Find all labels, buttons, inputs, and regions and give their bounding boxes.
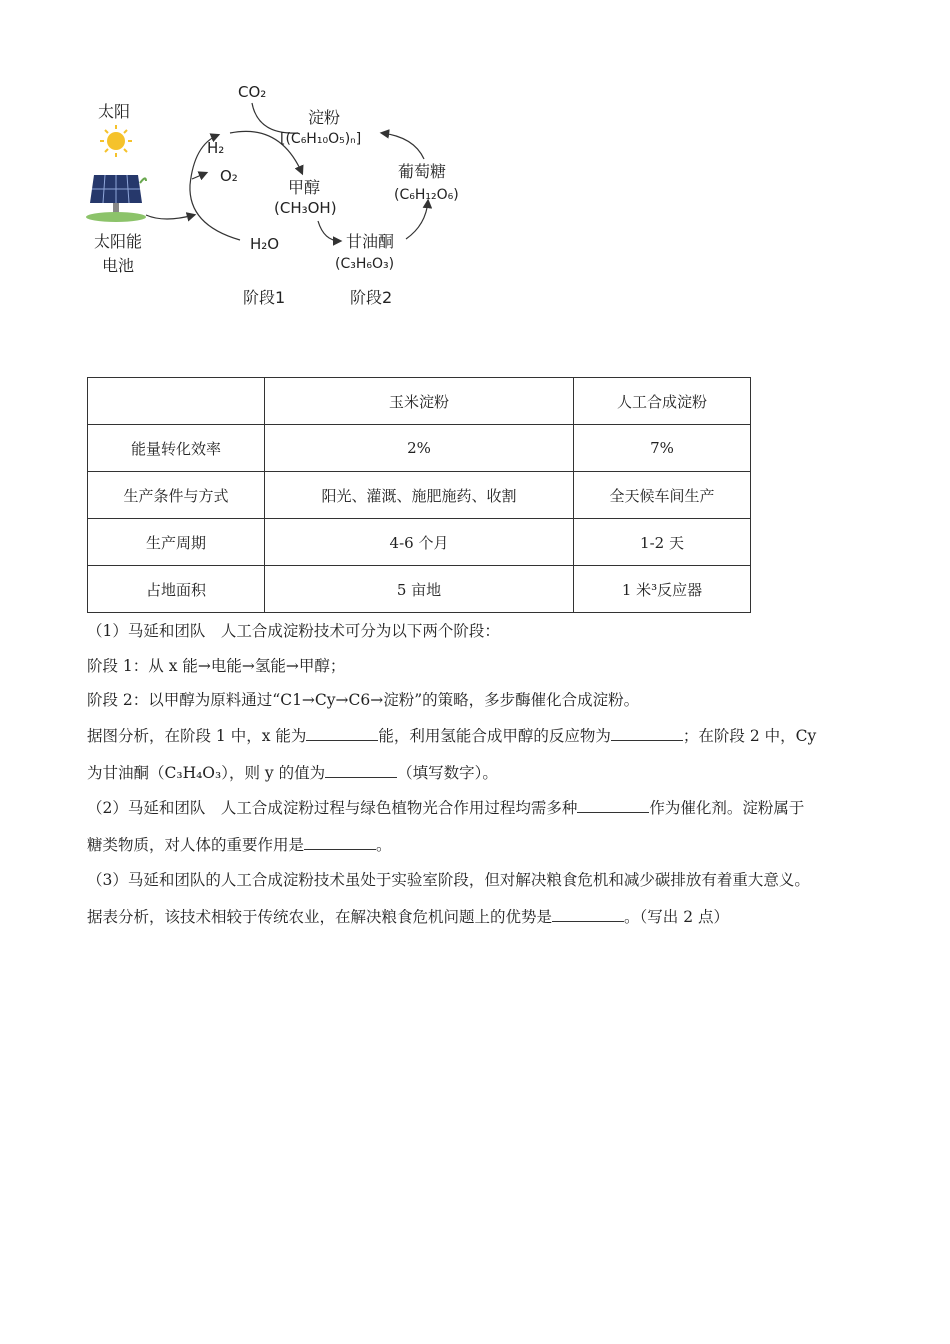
h2o-label: H₂O: [250, 235, 280, 253]
sun-icon: [100, 125, 132, 157]
answer-blank[interactable]: [325, 763, 397, 778]
table-header-cell: [88, 378, 265, 425]
answer-blank[interactable]: [306, 726, 378, 741]
question-3-line-1: （3）马延和团队的人工合成淀粉技术虽处于实验室阶段，但对解决粮食危机和减少碳排放有着重大意义。: [87, 871, 810, 889]
answer-blank[interactable]: [611, 726, 683, 741]
table-cell: 占地面积: [88, 566, 265, 613]
table-cell: 生产周期: [88, 519, 265, 566]
question-3-line-2: [87, 907, 867, 927]
methanol-formula: (CH₃OH): [274, 199, 337, 217]
question-2-line-2: [87, 835, 867, 855]
q1-text-b: 能，利用氢能合成甲醇的反应物为: [378, 727, 611, 745]
table-cell: 7%: [574, 425, 751, 472]
stage1-label: 阶段1: [243, 288, 286, 307]
q1-text-a: 据图分析，在阶段 1 中，x 能为: [87, 727, 307, 745]
table-cell: 阳光、灌溉、施肥施药、收割: [265, 472, 574, 519]
stage2-description: 阶段 2：以甲醇为原料通过“C1→Cy→C6→淀粉”的策略，多步酶催化合成淀粉。: [87, 691, 640, 709]
stage1-description: 阶段 1：从 x 能→电能→氢能→甲醇；: [87, 657, 346, 675]
q2-text-c: 糖类物质，对人体的重要作用是: [87, 836, 305, 854]
q3-text-c: 。（写出 2 点）: [624, 908, 729, 926]
q1-text-d: 为甘油酮（C₃H₄O₃），则 y 的值为: [87, 764, 326, 782]
table-cell: 能量转化效率: [88, 425, 265, 472]
starch-synthesis-diagram: [80, 75, 480, 315]
table-cell: 1-2 天: [574, 519, 751, 566]
table-header-row: [88, 378, 751, 425]
table-cell: 1 米³反应器: [574, 566, 751, 613]
h2-label: H₂: [207, 139, 225, 157]
comparison-table: [87, 377, 751, 613]
table-cell: 全天候车间生产: [574, 472, 751, 519]
table-header-cell: 人工合成淀粉: [574, 378, 751, 425]
question-2-line-1: [87, 798, 867, 818]
glucose-label: 葡萄糖: [398, 162, 447, 181]
table-row: [88, 519, 751, 566]
answer-blank[interactable]: [552, 907, 624, 922]
q2-text-a: （2）马延和团队 人工合成淀粉过程与绿色植物光合作用过程均需多种: [87, 799, 578, 817]
glucose-formula: (C₆H₁₂O₆): [394, 187, 459, 203]
question-1-intro: （1）马延和团队 人工合成淀粉技术可分为以下两个阶段：: [87, 622, 500, 640]
q1-text-c: ；在阶段 2 中，Cy: [682, 727, 817, 745]
o2-label: O₂: [220, 167, 238, 185]
solar-panel-icon: [86, 175, 146, 222]
table-cell: 生产条件与方式: [88, 472, 265, 519]
answer-blank[interactable]: [577, 798, 649, 813]
table-row: [88, 472, 751, 519]
table-header-cell: 玉米淀粉: [265, 378, 574, 425]
table-row: [88, 566, 751, 613]
q2-text-b: 作为催化剂。淀粉属于: [649, 799, 805, 817]
dha-label: 甘油酮: [346, 232, 395, 251]
q2-text-d: 。: [376, 836, 392, 854]
panel-label-2: 电池: [102, 256, 135, 275]
panel-label-1: 太阳能: [94, 232, 143, 251]
answer-blank[interactable]: [304, 835, 376, 850]
dha-formula: (C₃H₆O₃): [335, 256, 395, 272]
table-row: [88, 425, 751, 472]
table-cell: 4-6 个月: [265, 519, 574, 566]
starch-label: 淀粉: [308, 108, 341, 127]
table-cell: 2%: [265, 425, 574, 472]
q1-text-e: （填写数字）。: [397, 764, 498, 782]
starch-formula: [(C₆H₁₀O₅)ₙ]: [280, 131, 362, 147]
question-1-line-2: [87, 763, 867, 783]
co2-label: CO₂: [238, 83, 267, 101]
table-cell: 5 亩地: [265, 566, 574, 613]
q3-text-b: 据表分析，该技术相较于传统农业，在解决粮食危机问题上的优势是: [87, 908, 553, 926]
methanol-label: 甲醇: [288, 178, 321, 197]
question-1-line-1: [87, 726, 867, 746]
stage2-label: 阶段2: [350, 288, 393, 307]
sun-label: 太阳: [98, 102, 131, 121]
